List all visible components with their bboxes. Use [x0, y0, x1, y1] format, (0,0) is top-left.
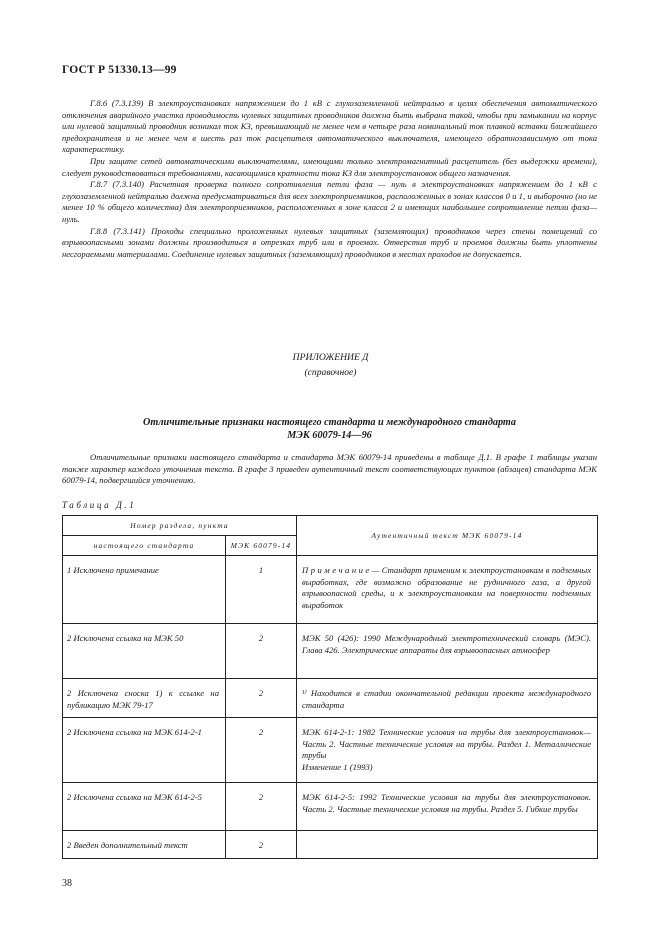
appendix-subtitle: (справочное) [304, 367, 357, 378]
paragraph-g88: Г.8.8 (7.3.141) Проходы специально проложенных нулевых защитных (заземляющих) проводников через стены помещений со взрывоопасными зонами должны производиться в отрезках труб или в проемах. Отверстия труб и проемов должны быть уплотнены несгораемыми материалами. Соединение нулевых защитных (заземляющих) проводников в местах проходов не допускается. [62, 225, 597, 259]
table-row [63, 624, 598, 679]
document-title-line-2: МЭК 60079-14—96 [287, 430, 372, 441]
cell-iec-clause: 2 [226, 624, 297, 679]
comparison-table [62, 515, 598, 859]
cell-this-standard: 2 Исключена сноска 1) к ссылке на публикацию МЭК 79-17 [63, 679, 226, 718]
header-authentic-text: Аутентичный текст МЭК 60079-14 [297, 516, 598, 556]
document-title [62, 416, 597, 442]
document-title-line-1: Отличительные признаки настоящего стандарта и международного стандарта [143, 417, 516, 428]
table-row [63, 556, 598, 624]
paragraph-g86: Г.8.6 (7.3.139) В электроустановках напряжением до 1 кВ с глухозаземленной нейтралью в целях обеспечения автоматического отключения аварийного участка проводимость нулевых защитных проводников должна быть выбрана такой, чтобы при замыкании на корпус или нулевой защитный проводник возникал ток КЗ, превышающий не менее чем в четыре раза номинальный ток плавкой вставки ближайшего предохранителя и не менее чем в шесть раз ток расцепителя автоматического выключателя, имеющего обратнозависимую от тока характеристику. [62, 98, 597, 155]
cell-authentic-text [297, 831, 598, 859]
cell-authentic-text: МЭК 50 (426): 1990 Международный электротехнический словарь (МЭС). Глава 426. Электрические аппараты для взрывоопасных атмосфер [297, 624, 598, 679]
paragraph-g87: Г.8.7 (7.3.140) Расчетная проверка полного сопротивления петли фаза — нуль в электроустановках напряжением до 1 кВ с глухозаземленной нейтралью должна предусматриваться для всех электроприемников, расположенных в зонах классов 0 и 1, и выборочно (но не менее 10 % общего количества) для электроприемников, расположенных в зоне класса 2 и имеющих наибольшее сопротивление петли фаза— нуль. [62, 179, 597, 224]
body-text [62, 98, 597, 260]
paragraph-circuit-breakers: При защите сетей автоматическими выключателями, имеющими только электромагнитный расцепитель (без выдержки времени), следует руководствоваться требованиями, касающимися кратности тока КЗ для электроустановок общего назначения. [62, 155, 597, 178]
cell-this-standard: 2 Введен дополнительный текст [63, 831, 226, 859]
appendix-title: ПРИЛОЖЕНИЕ Д [292, 352, 369, 363]
appendix-intro: Отличительные признаки настоящего стандарта и стандарта МЭК 60079-14 приведены в таблице Д.1. В графе 1 таблицы указан также характер каждого уточнения текста. В графе 3 приведен аутентичный текст соответствующих пунктов (абзацев) стандарта МЭК 60079-14, подвергшийся уточнению. [62, 452, 597, 486]
table-row [63, 718, 598, 783]
header-this-standard: настоящего стандарта [63, 536, 226, 556]
table-row [63, 679, 598, 718]
cell-this-standard: 2 Исключена ссылка на МЭК 614-2-5 [63, 783, 226, 831]
cell-authentic-text: П р и м е ч а н и е — Стандарт применим к электроустановкам в подземных выработках, где возможно образование не рудничного газа, а другой взрывоопасной среды, и к электроустановкам на поверхности подземных выработок [297, 556, 598, 624]
cell-authentic-text: МЭК 614-2-5: 1992 Технические условия на трубы для электроустановок. Часть 2. Частные технические условия на трубы. Раздел 5. Гибкие трубы [297, 783, 598, 831]
page-number: 38 [62, 878, 72, 889]
cell-this-standard: 1 Исключено примечание [63, 556, 226, 624]
standard-header: ГОСТ Р 51330.13—99 [62, 64, 177, 76]
cell-iec-clause: 2 [226, 679, 297, 718]
table-row [63, 783, 598, 831]
header-section-number: Номер раздела, пункта [63, 516, 297, 536]
cell-this-standard: 2 Исключена ссылка на МЭК 50 [63, 624, 226, 679]
cell-iec-clause: 2 [226, 831, 297, 859]
header-iec: МЭК 60079-14 [226, 536, 297, 556]
cell-iec-clause: 1 [226, 556, 297, 624]
cell-iec-clause: 2 [226, 783, 297, 831]
cell-iec-clause: 2 [226, 718, 297, 783]
cell-authentic-text: ¹⁾ Находится в стадии окончательной редакции проекта международного стандарта [297, 679, 598, 718]
cell-this-standard: 2 Исключена ссылка на МЭК 614-2-1 [63, 718, 226, 783]
cell-authentic-text: МЭК 614-2-1: 1982 Технические условия на трубы для электроустановок— Часть 2. Частные технические условия на трубы. Раздел 1. Металлические трубы Изменение 1 (1993) [297, 718, 598, 783]
table-row [63, 831, 598, 859]
table-label: Таблица Д.1 [62, 500, 137, 510]
